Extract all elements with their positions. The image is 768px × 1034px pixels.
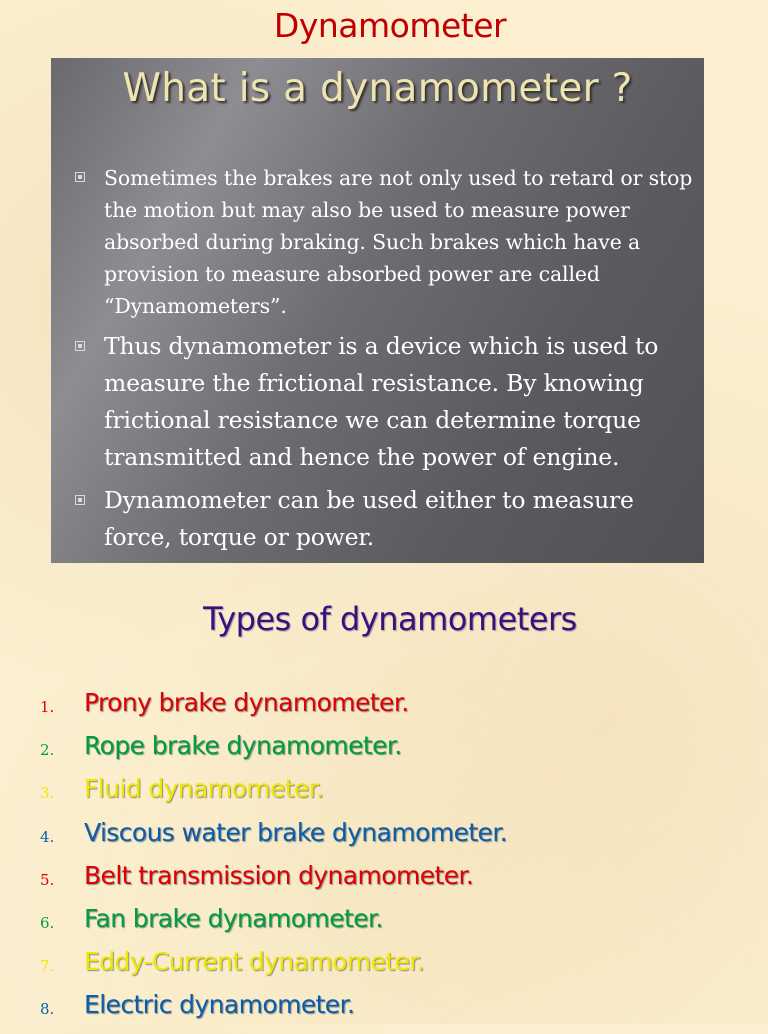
definition-slide bbox=[51, 58, 704, 563]
list-item-number: 3. bbox=[40, 784, 55, 803]
list-item-label: Rope brake dynamometer. bbox=[84, 731, 402, 761]
square-bullet-icon bbox=[75, 341, 85, 351]
list-item-label: Belt transmission dynamometer. bbox=[84, 860, 474, 890]
list-item-number: 7. bbox=[40, 957, 55, 976]
list-item bbox=[0, 947, 768, 990]
list-item bbox=[0, 731, 768, 774]
types-heading: Types of dynamometers bbox=[203, 600, 577, 638]
list-item bbox=[0, 774, 768, 817]
list-item-number: 4. bbox=[40, 827, 55, 846]
list-item-number: 5. bbox=[40, 870, 55, 889]
list-item-number: 2. bbox=[40, 741, 55, 760]
list-item-label: Viscous water brake dynamometer. bbox=[84, 817, 508, 847]
list-item-label: Electric dynamometer. bbox=[84, 990, 355, 1020]
list-item bbox=[0, 861, 768, 904]
list-item-number: 1. bbox=[40, 698, 55, 716]
list-item bbox=[0, 688, 768, 731]
bullet-text: Thus dynamometer is a device which is used to measure the frictional resistance. By knowing frictional resistance we can determine torque transmitted and hence the power of engine. bbox=[104, 332, 659, 471]
list-item bbox=[0, 818, 768, 861]
bullet-text: Sometimes the brakes are not only used to retard or stop the motion but may also be used to measure power absorbed during braking. Such brakes which have a provision to measure absorbed power are called “Dynamometers”. bbox=[104, 166, 693, 318]
list-item-number: 6. bbox=[40, 913, 55, 932]
list-item bbox=[0, 904, 768, 947]
slide-heading: What is a dynamometer ? bbox=[122, 66, 633, 111]
square-bullet-icon bbox=[75, 172, 85, 182]
list-item-number: 8. bbox=[40, 1000, 55, 1019]
list-item-label: Fluid dynamometer. bbox=[84, 774, 324, 804]
list-item-label: Prony brake dynamometer. bbox=[84, 688, 409, 717]
list-item-label: Eddy-Current dynamometer. bbox=[84, 947, 425, 977]
list-item-label: Fan brake dynamometer. bbox=[84, 903, 383, 933]
types-list bbox=[0, 688, 768, 1034]
bullet-text: Dynamometer can be used either to measure force, torque or power. bbox=[104, 486, 634, 551]
page-title: Dynamometer bbox=[273, 6, 507, 45]
list-item bbox=[0, 990, 768, 1033]
square-bullet-icon bbox=[75, 495, 85, 505]
